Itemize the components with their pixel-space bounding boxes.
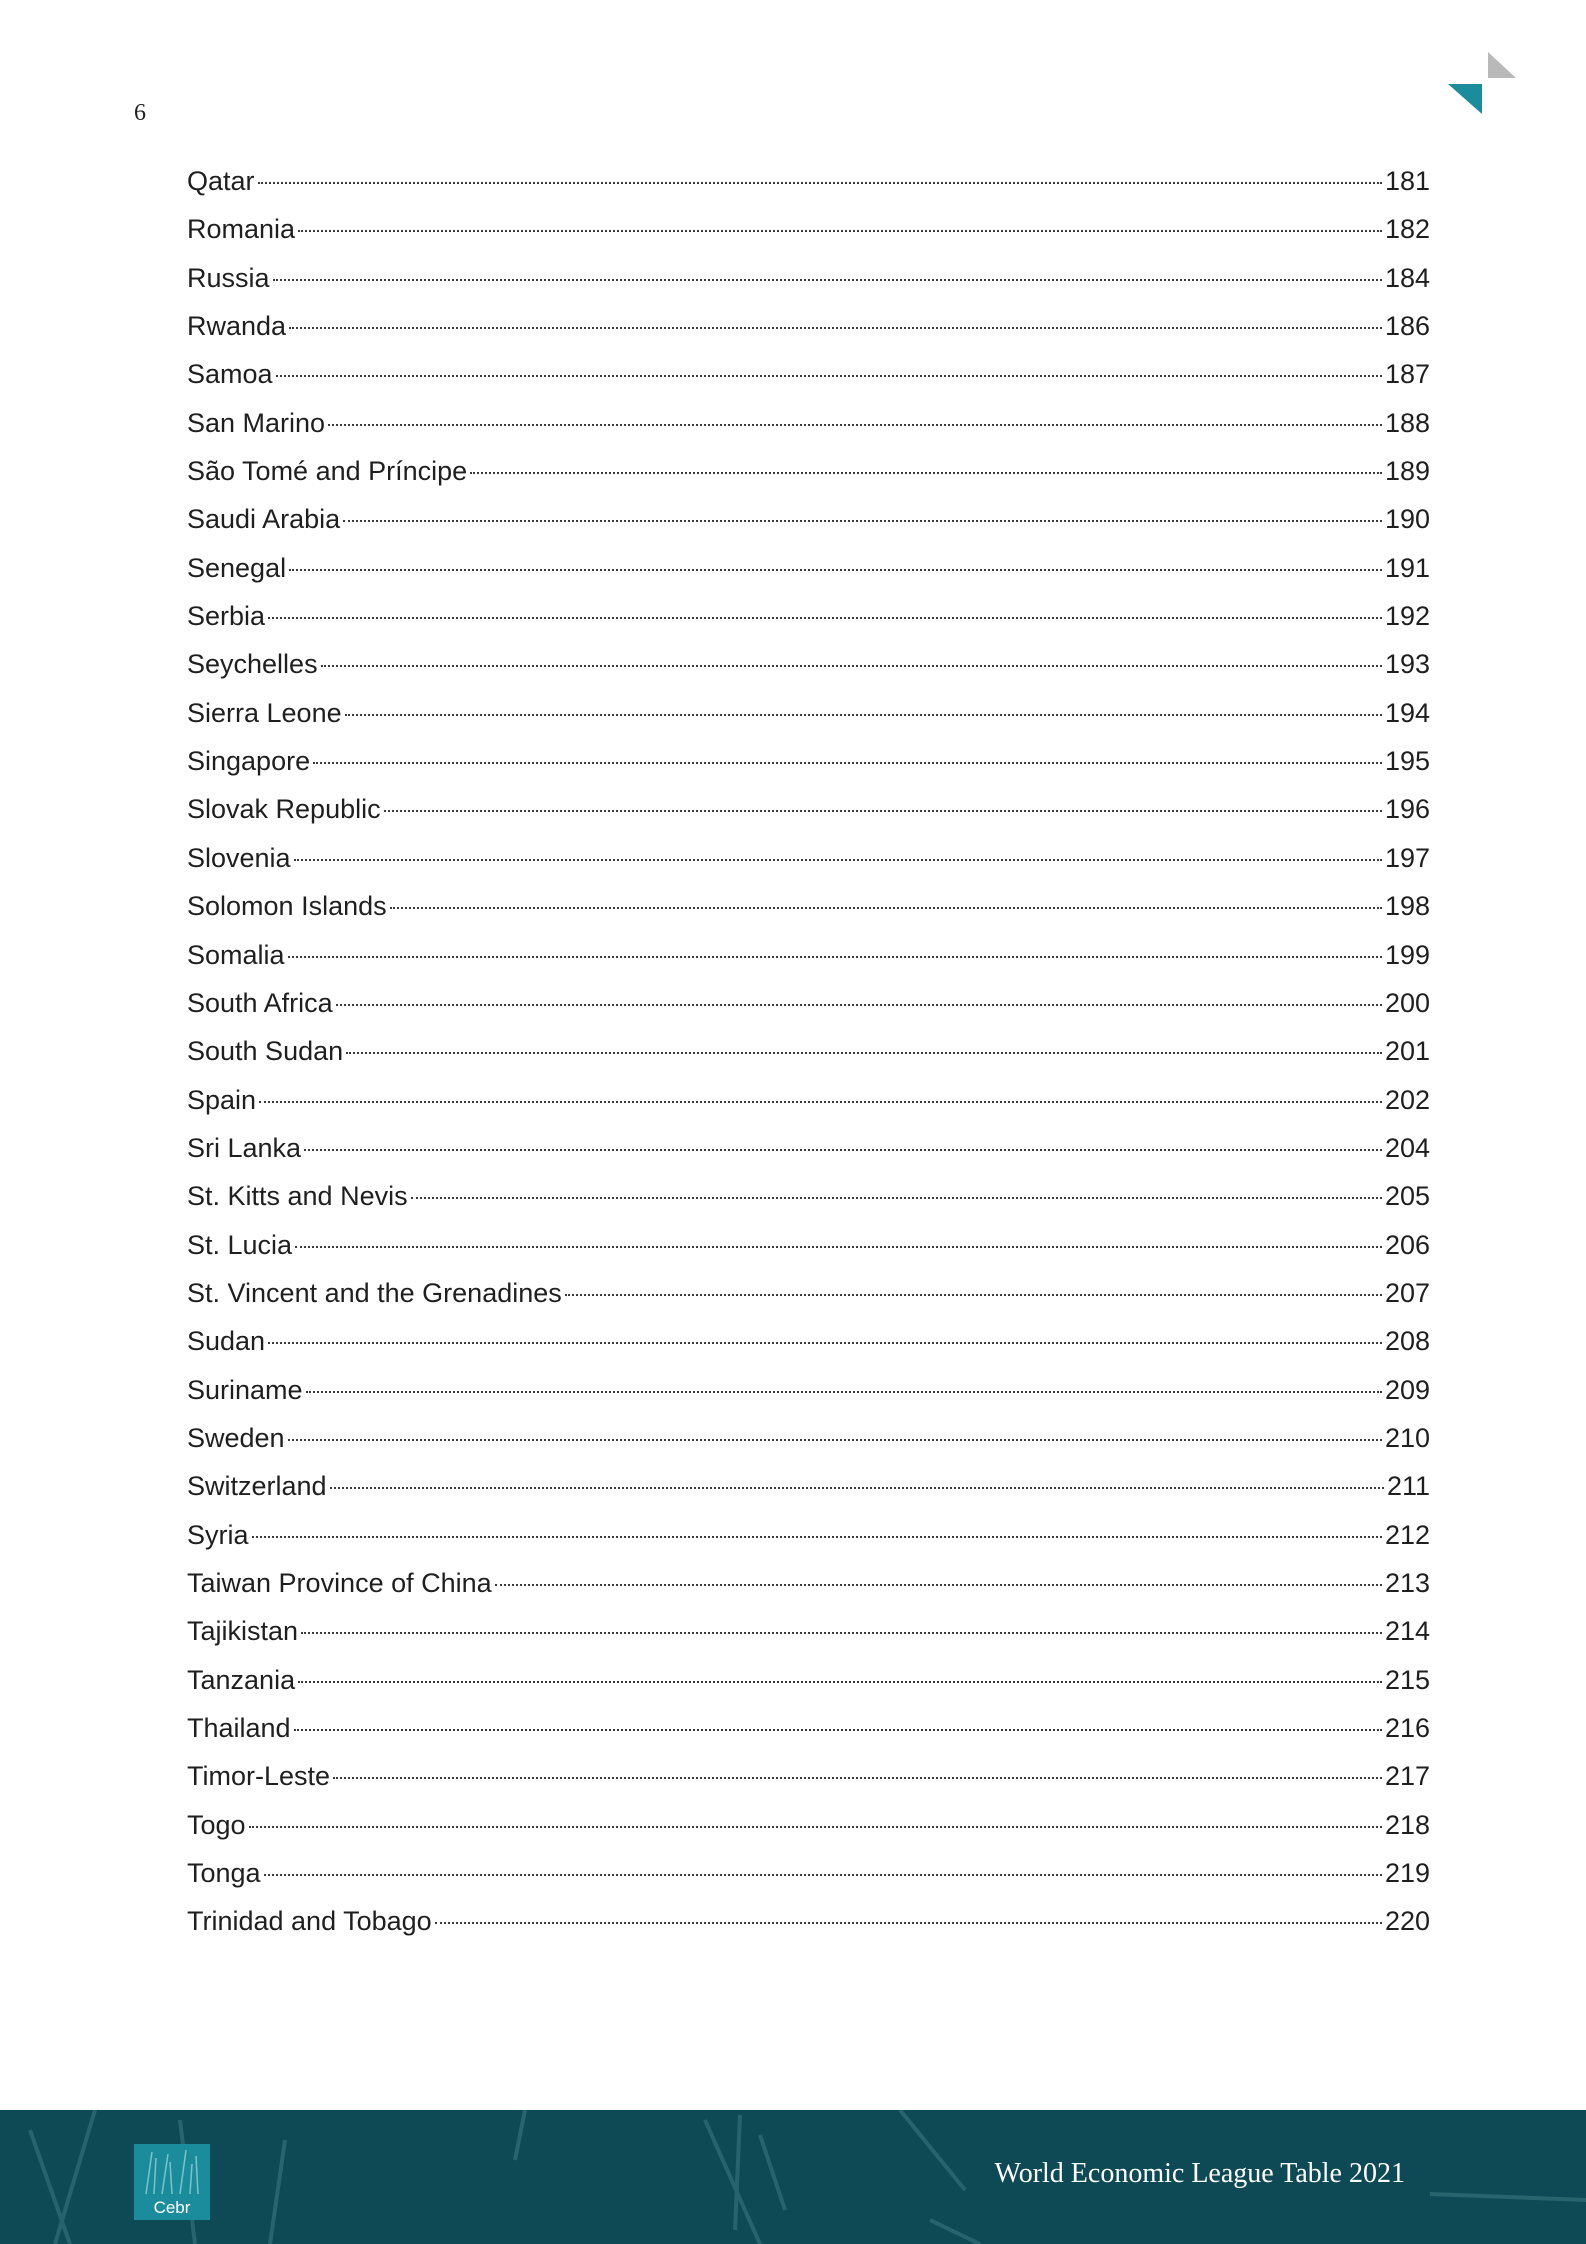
toc-entry[interactable] <box>187 1221 1430 1269</box>
toc-entry-page: 220 <box>1384 1906 1430 1937</box>
toc-entry[interactable] <box>187 737 1430 785</box>
toc-dot-leader <box>268 1342 1382 1344</box>
toc-entry-page: 202 <box>1384 1084 1430 1115</box>
toc-entry-name: Samoa <box>187 359 273 390</box>
toc-entry-name: Tonga <box>187 1858 261 1889</box>
toc-entry-page: 208 <box>1384 1326 1430 1357</box>
toc-entry-page: 187 <box>1384 359 1430 390</box>
toc-dot-leader <box>249 1826 1382 1828</box>
toc-entry[interactable] <box>187 302 1430 350</box>
toc-entry[interactable] <box>187 882 1430 930</box>
toc-entry-page: 197 <box>1384 842 1430 873</box>
toc-entry[interactable] <box>187 1462 1430 1510</box>
toc-entry-page: 184 <box>1384 262 1430 293</box>
toc-entry[interactable] <box>187 1269 1430 1317</box>
toc-entry[interactable] <box>187 834 1430 882</box>
toc-entry-page: 194 <box>1384 697 1430 728</box>
toc-entry[interactable] <box>187 205 1430 253</box>
toc-entry[interactable] <box>187 495 1430 543</box>
table-of-contents <box>187 157 1430 1946</box>
toc-entry-name: Suriname <box>187 1374 303 1405</box>
toc-entry[interactable] <box>187 785 1430 833</box>
toc-dot-leader <box>268 617 1382 619</box>
toc-entry-page: 191 <box>1384 552 1430 583</box>
toc-dot-leader <box>298 1681 1382 1683</box>
toc-entry-name: Trinidad and Tobago <box>187 1906 432 1937</box>
toc-entry-name: St. Vincent and the Grenadines <box>187 1277 562 1308</box>
toc-entry-name: Sweden <box>187 1422 285 1453</box>
toc-entry-page: 210 <box>1384 1422 1430 1453</box>
toc-entry-page: 207 <box>1384 1277 1430 1308</box>
toc-entry-page: 214 <box>1384 1616 1430 1647</box>
toc-entry-page: 219 <box>1384 1858 1430 1889</box>
toc-entry[interactable] <box>187 157 1430 205</box>
toc-entry-name: Slovak Republic <box>187 794 381 825</box>
toc-entry[interactable] <box>187 1027 1430 1075</box>
toc-entry-name: Switzerland <box>187 1471 327 1502</box>
toc-entry-name: Somalia <box>187 939 285 970</box>
toc-dot-leader <box>289 327 1382 329</box>
toc-entry-page: 189 <box>1384 456 1430 487</box>
toc-entry-name: Romania <box>187 214 296 245</box>
toc-entry[interactable] <box>187 1366 1430 1414</box>
toc-entry[interactable] <box>187 1897 1430 1945</box>
toc-entry[interactable] <box>187 1607 1430 1655</box>
cebr-logo-text: Cebr <box>153 2198 191 2217</box>
toc-entry[interactable] <box>187 1317 1430 1365</box>
toc-entry-name: Seychelles <box>187 649 318 680</box>
toc-dot-leader <box>328 424 1382 426</box>
page-footer <box>0 2110 1586 2244</box>
toc-entry[interactable] <box>187 979 1430 1027</box>
toc-entry-name: Tanzania <box>187 1664 296 1695</box>
toc-dot-leader <box>276 375 1382 377</box>
toc-entry-page: 182 <box>1384 214 1430 245</box>
footer-title: World Economic League Table 2021 <box>994 2158 1405 2189</box>
toc-entry-name: Taiwan Province of China <box>187 1567 492 1598</box>
toc-entry-page: 200 <box>1384 987 1430 1018</box>
toc-entry[interactable] <box>187 1801 1430 1849</box>
toc-entry-page: 217 <box>1384 1761 1430 1792</box>
toc-dot-leader <box>273 279 1382 281</box>
toc-entry-page: 216 <box>1384 1713 1430 1743</box>
toc-entry-page: 201 <box>1384 1036 1430 1067</box>
toc-entry[interactable] <box>187 350 1430 398</box>
toc-entry-page: 186 <box>1384 311 1430 342</box>
toc-entry-page: 206 <box>1384 1229 1430 1260</box>
toc-dot-leader <box>345 714 1382 716</box>
toc-entry-page: 218 <box>1384 1809 1430 1840</box>
toc-entry[interactable] <box>187 447 1430 495</box>
toc-entry-page: 199 <box>1384 939 1430 970</box>
toc-entry-name: South Sudan <box>187 1036 344 1067</box>
toc-entry-name: Sierra Leone <box>187 697 342 728</box>
toc-entry-page: 215 <box>1384 1664 1430 1695</box>
toc-entry-page: 190 <box>1384 504 1430 535</box>
toc-dot-leader <box>301 1632 1382 1634</box>
toc-entry-name: Rwanda <box>187 311 287 342</box>
toc-dot-leader <box>258 182 1382 184</box>
toc-entry[interactable] <box>187 254 1430 302</box>
toc-dot-leader <box>252 1536 1382 1538</box>
toc-dot-leader <box>495 1584 1382 1586</box>
toc-entry[interactable] <box>187 1076 1430 1124</box>
toc-entry-page: 196 <box>1384 794 1430 825</box>
toc-dot-leader <box>306 1391 1382 1393</box>
toc-entry-page: 192 <box>1384 601 1430 632</box>
toc-entry[interactable] <box>187 1172 1430 1220</box>
toc-entry-name: Saudi Arabia <box>187 504 341 535</box>
toc-entry-name: Russia <box>187 262 270 293</box>
toc-dot-leader <box>288 1439 1382 1441</box>
toc-entry-name: St. Kitts and Nevis <box>187 1181 408 1212</box>
cebr-logo-graphic-icon <box>134 2144 210 2200</box>
toc-dot-leader <box>384 810 1382 812</box>
toc-dot-leader <box>304 1149 1382 1151</box>
toc-entry-page: 195 <box>1384 746 1430 777</box>
page-number: 6 <box>134 100 146 126</box>
toc-entry-page: 211 <box>1386 1471 1430 1502</box>
toc-dot-leader <box>289 569 1382 571</box>
toc-entry[interactable] <box>187 1414 1430 1462</box>
toc-entry[interactable] <box>187 399 1430 447</box>
toc-entry-name: St. Lucia <box>187 1229 293 1260</box>
toc-entry-page: 181 <box>1384 166 1430 196</box>
toc-entry-page: 198 <box>1384 891 1430 922</box>
toc-entry-name: San Marino <box>187 407 326 438</box>
toc-dot-leader <box>313 762 1382 764</box>
toc-entry[interactable] <box>187 1511 1430 1559</box>
toc-dot-leader <box>259 1101 1382 1103</box>
toc-dot-leader <box>298 230 1382 232</box>
toc-entry[interactable] <box>187 931 1430 979</box>
toc-dot-leader <box>321 665 1382 667</box>
toc-dot-leader <box>346 1052 1382 1054</box>
toc-dot-leader <box>470 472 1382 474</box>
toc-dot-leader <box>390 907 1382 909</box>
toc-entry-page: 204 <box>1384 1132 1430 1163</box>
toc-dot-leader <box>435 1922 1382 1924</box>
toc-dot-leader <box>565 1294 1382 1296</box>
toc-dot-leader <box>294 1729 1382 1731</box>
toc-entry-name: Qatar <box>187 166 255 196</box>
toc-entry[interactable] <box>187 1704 1430 1752</box>
toc-entry-name: Spain <box>187 1084 257 1115</box>
cebr-logo-mark-icon <box>1448 52 1516 114</box>
toc-entry-name: Syria <box>187 1519 249 1550</box>
toc-dot-leader <box>264 1874 1382 1876</box>
toc-entry[interactable] <box>187 1656 1430 1704</box>
toc-entry-page: 212 <box>1384 1519 1430 1550</box>
toc-entry[interactable] <box>187 1752 1430 1800</box>
toc-dot-leader <box>294 859 1382 861</box>
toc-entry[interactable] <box>187 689 1430 737</box>
toc-dot-leader <box>295 1246 1382 1248</box>
toc-entry-name: Singapore <box>187 746 311 777</box>
toc-dot-leader <box>333 1777 1382 1779</box>
toc-entry-name: Sri Lanka <box>187 1132 302 1163</box>
toc-entry-page: 188 <box>1384 407 1430 438</box>
toc-entry-name: Togo <box>187 1809 246 1840</box>
toc-entry-name: Serbia <box>187 601 266 632</box>
toc-dot-leader <box>411 1197 1382 1199</box>
toc-entry-name: Solomon Islands <box>187 891 387 922</box>
toc-entry[interactable] <box>187 1559 1430 1607</box>
toc-entry[interactable] <box>187 544 1430 592</box>
toc-entry-name: São Tomé and Príncipe <box>187 456 468 487</box>
toc-entry[interactable] <box>187 592 1430 640</box>
toc-entry[interactable] <box>187 1849 1430 1897</box>
toc-entry[interactable] <box>187 1124 1430 1172</box>
toc-entry[interactable] <box>187 640 1430 688</box>
toc-entry-name: Tajikistan <box>187 1616 299 1647</box>
toc-entry-name: Senegal <box>187 552 287 583</box>
toc-entry-page: 205 <box>1384 1181 1430 1212</box>
toc-dot-leader <box>288 956 1382 958</box>
cebr-logo <box>134 2144 210 2220</box>
toc-entry-name: Timor-Leste <box>187 1761 331 1792</box>
toc-entry-name: Sudan <box>187 1326 266 1357</box>
toc-entry-name: Slovenia <box>187 842 291 873</box>
toc-entry-name: Thailand <box>187 1713 291 1743</box>
toc-dot-leader <box>336 1004 1382 1006</box>
toc-entry-page: 209 <box>1384 1374 1430 1405</box>
toc-dot-leader <box>343 520 1382 522</box>
toc-dot-leader <box>330 1487 1384 1489</box>
toc-entry-page: 213 <box>1384 1567 1430 1598</box>
toc-entry-name: South Africa <box>187 987 333 1018</box>
toc-entry-page: 193 <box>1384 649 1430 680</box>
